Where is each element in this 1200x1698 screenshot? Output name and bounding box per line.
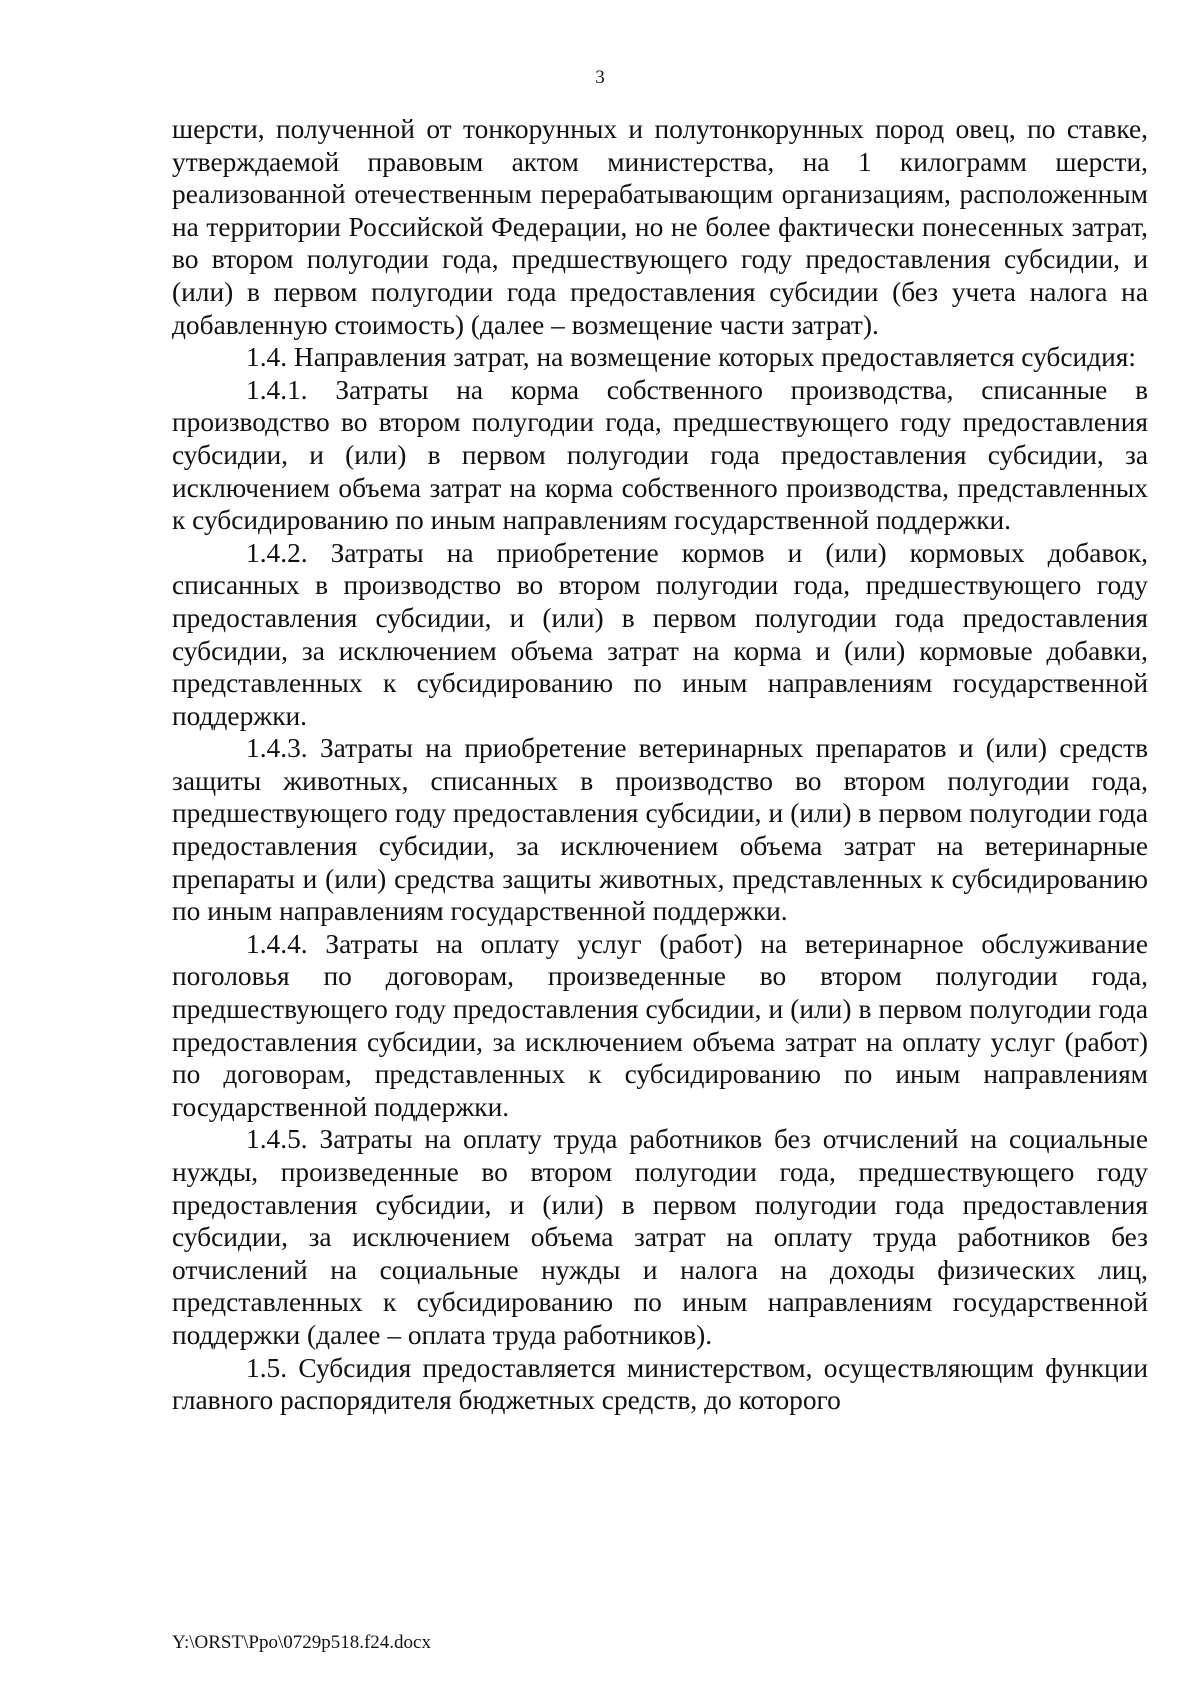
paragraph-1-4: 1.4. Направления затрат, на возмещение которых предоставляется субсидия:	[246, 342, 1136, 373]
document-body	[172, 113, 1148, 1417]
paragraph-1-4-1: 1.4.1. Затраты на корма собственного производства, списанные в производство во втором полугодии года, предшествующего году предоставления субсидии, и (или) в первом полугодии года предоставления субсидии, за исключением объема затрат на корма собственного производства, представленных к субсидированию по иным направлениям государственной поддержки.	[172, 374, 1148, 536]
paragraph-1-4-4: 1.4.4. Затраты на оплату услуг (работ) на ветеринарное обслуживание поголовья по договорам, произведенные во втором полугодии года, предшествующего году предоставления субсидии, и (или) в первом полугодии года предоставления субсидии, за исключением объема затрат на оплату услуг (работ) по договорам, представленных к субсидированию по иным направлениям государственной поддержки.	[172, 928, 1148, 1122]
paragraph-1-4-5: 1.4.5. Затраты на оплату труда работников без отчислений на социальные нужды, произведенные во втором полугодии года, предшествующего году предоставления субсидии, и (или) в первом полугодии года предоставления субсидии, за исключением объема затрат на оплату труда работников без отчислений на социальные нужды и налога на доходы физических лиц, представленных к субсидированию по иным направлениям государственной поддержки (далее – оплата труда работников).	[172, 1124, 1148, 1350]
paragraph-continuation: шерсти, полученной от тонкорунных и полутонкорунных пород овец, по ставке, утверждаемой правовым актом министерства, на 1 килограмм шерсти, реализованной отечественным перерабатывающим организациям, расположенным на территории Российской Федерации, но не более фактически понесенных затрат, во втором полугодии года, предшествующего году предоставления субсидии, и (или) в первом полугодии года предоставления субсидии (без учета налога на добавленную стоимость) (далее – возмещение части затрат).	[172, 114, 1148, 340]
paragraph-1-4-3: 1.4.3. Затраты на приобретение ветеринарных препаратов и (или) средств защиты животных, списанных в производство во втором полугодии года, предшествующего году предоставления субсидии, и (или) в первом полугодии года предоставления субсидии, за исключением объема затрат на ветеринарные препараты и (или) средства защиты животных, представленных к субсидированию по иным направлениям государственной поддержки.	[172, 733, 1148, 927]
paragraph-1-5: 1.5. Субсидия предоставляется министерством, осуществляющим функции главного распорядителя бюджетных средств, до которого	[172, 1352, 1148, 1416]
page-number: 3	[595, 67, 605, 88]
footer-file-path: Y:\ORST\Ppo\0729p518.f24.docx	[172, 1632, 431, 1653]
paragraph-1-4-2: 1.4.2. Затраты на приобретение кормов и (или) кормовых добавок, списанных в производство во втором полугодии года, предшествующего году предоставления субсидии, и (или) в первом полугодии года предоставления субсидии, за исключением объема затрат на корма и (или) кормовые добавки, представленных к субсидированию по иным направлениям государственной поддержки.	[172, 537, 1148, 731]
